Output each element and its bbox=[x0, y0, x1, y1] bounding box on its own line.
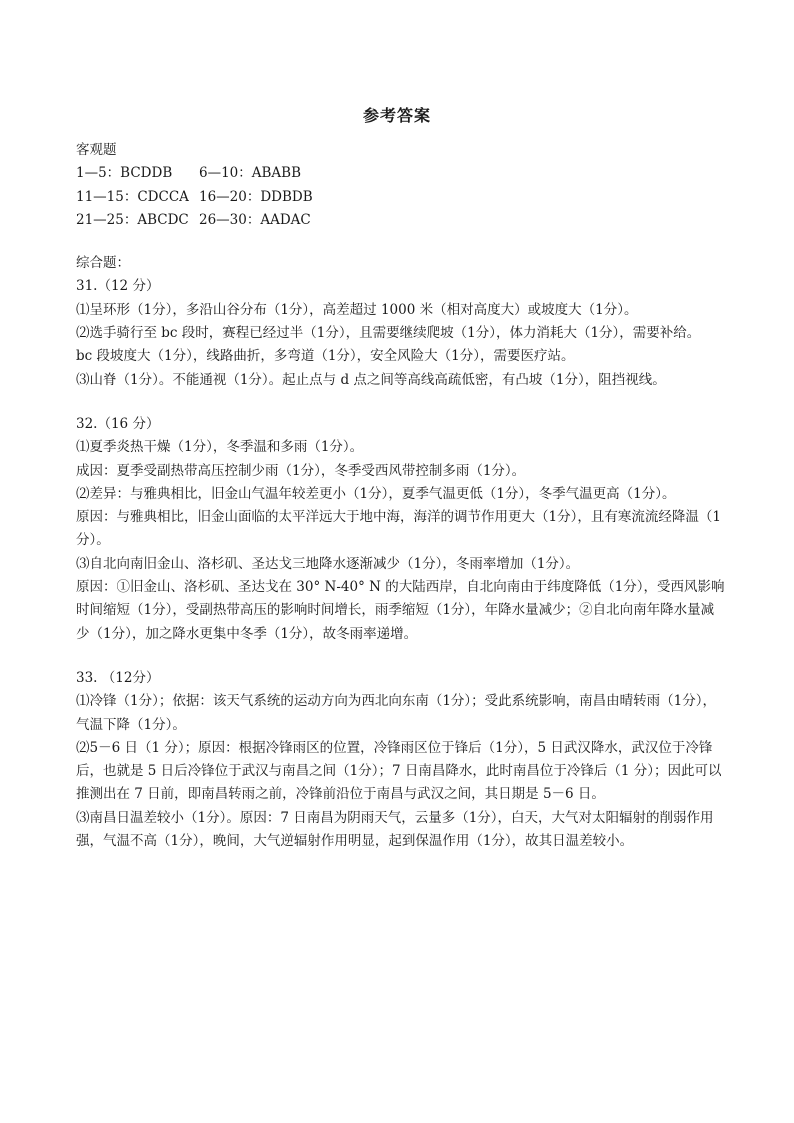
question-31-part-1: ⑴呈环形（1分），多沿山谷分布（1分），高差超过 1000 米（相对高度大）或坡度大（1分）。 bbox=[76, 301, 638, 318]
question-33-part-1: ⑴冷锋（1分）；依据：该天气系统的运动方向为西北向东南（1分）；受此系统影响，南昌由晴转雨（1分），气温下降（1分）。 bbox=[76, 693, 717, 733]
question-31-part-3: ⑶山脊（1分）。不能通视（1分）。起止点与 d 点之间等高线高疏低密，有凸坡（1分），阻挡视线。 bbox=[76, 371, 666, 388]
question-33-header: 33. （12分） bbox=[76, 669, 160, 686]
answer-range-11-15: 11—15：CDCCA bbox=[76, 188, 189, 205]
question-32-header: 32.（16 分） bbox=[76, 415, 160, 432]
answer-range-26-30: 26—30：AADAC bbox=[199, 211, 311, 228]
page-title: 参考答案 bbox=[362, 106, 431, 125]
objective-answer-row bbox=[76, 162, 726, 185]
answer-range-1-5: 1—5：BCDDB bbox=[76, 165, 173, 182]
objective-answer-row bbox=[76, 209, 726, 232]
question-33-part-3: ⑶南昌日温差较小（1分）。原因：7 日南昌为阴雨天气，云量多（1分），白天，大气对太阳辐射的削弱作用强，气温不高（1分），晚间，大气逆辐射作用明显，起到保温作用（1分），故其日温差较小。 bbox=[76, 809, 714, 850]
objective-heading: 客观题 bbox=[76, 142, 117, 158]
question-32-part-2-cause: 原因：与雅典相比，旧金山面临的太平洋远大于地中海，海洋的调节作用更大（1分），且有寒流流经降温（1分）。 bbox=[76, 509, 721, 549]
question-32-part-3: ⑶自北向南旧金山、洛杉矶、圣达戈三地降水逐渐减少（1分），冬雨率增加（1分）。 bbox=[76, 555, 580, 572]
question-32-part-2: ⑵差异：与雅典相比，旧金山气温年较差更小（1分），夏季气温更低（1分），冬季气温更高（1分）。 bbox=[76, 485, 676, 502]
question-32-part-1-cause: 成因：夏季受副热带高压控制少雨（1分），冬季受西风带控制多雨（1分）。 bbox=[76, 462, 526, 479]
question-31-part-2: ⑵选手骑行至 bc 段时，赛程已经过半（1分），且需要继续爬坡（1分），体力消耗大（1分），需要补给。 bbox=[76, 325, 701, 342]
comprehensive-heading: 综合题： bbox=[76, 255, 130, 272]
question-31-header: 31.（12 分） bbox=[76, 278, 160, 295]
question-33-part-2: ⑵5－6 日（1 分）；原因：根据冷锋雨区的位置，冷锋雨区位于锋后（1分），5 日武汉降水，武汉位于冷锋后，也就是 5 日后冷锋位于武汉与南昌之间（1分）；7 日南昌降水，此时南昌位于冷锋后（1 分）；因此可以推测出在 7 日前，即南昌转雨之前，冷锋前沿位于南昌与武汉之间，其日期是 5－6 日。 bbox=[76, 739, 722, 803]
answer-range-6-10: 6—10：ABABB bbox=[199, 165, 302, 182]
question-31-part-2-cont: bc 段坡度大（1分），线路曲折，多弯道（1分），安全风险大（1分），需要医疗站。 bbox=[76, 348, 575, 365]
answer-range-16-20: 16—20：DDBDB bbox=[199, 188, 313, 205]
question-32-part-3-cause: 原因：①旧金山、洛杉矶、圣达戈在 30° N-40° N 的大陆西岸，自北向南由于纬度降低（1分），受西风影响时间缩短（1分），受副热带高压的影响时间增长，雨季缩短（1分），年降水量减少；②自北向南年降水量减少（1分），加之降水更集中冬季（1分），故冬雨率递增。 bbox=[76, 579, 725, 642]
answer-content bbox=[76, 139, 726, 853]
objective-answer-row bbox=[76, 186, 726, 209]
question-32-part-1: ⑴夏季炎热干燥（1分），冬季温和多雨（1分）。 bbox=[76, 439, 364, 456]
answer-range-21-25: 21—25：ABCDC bbox=[76, 211, 189, 228]
